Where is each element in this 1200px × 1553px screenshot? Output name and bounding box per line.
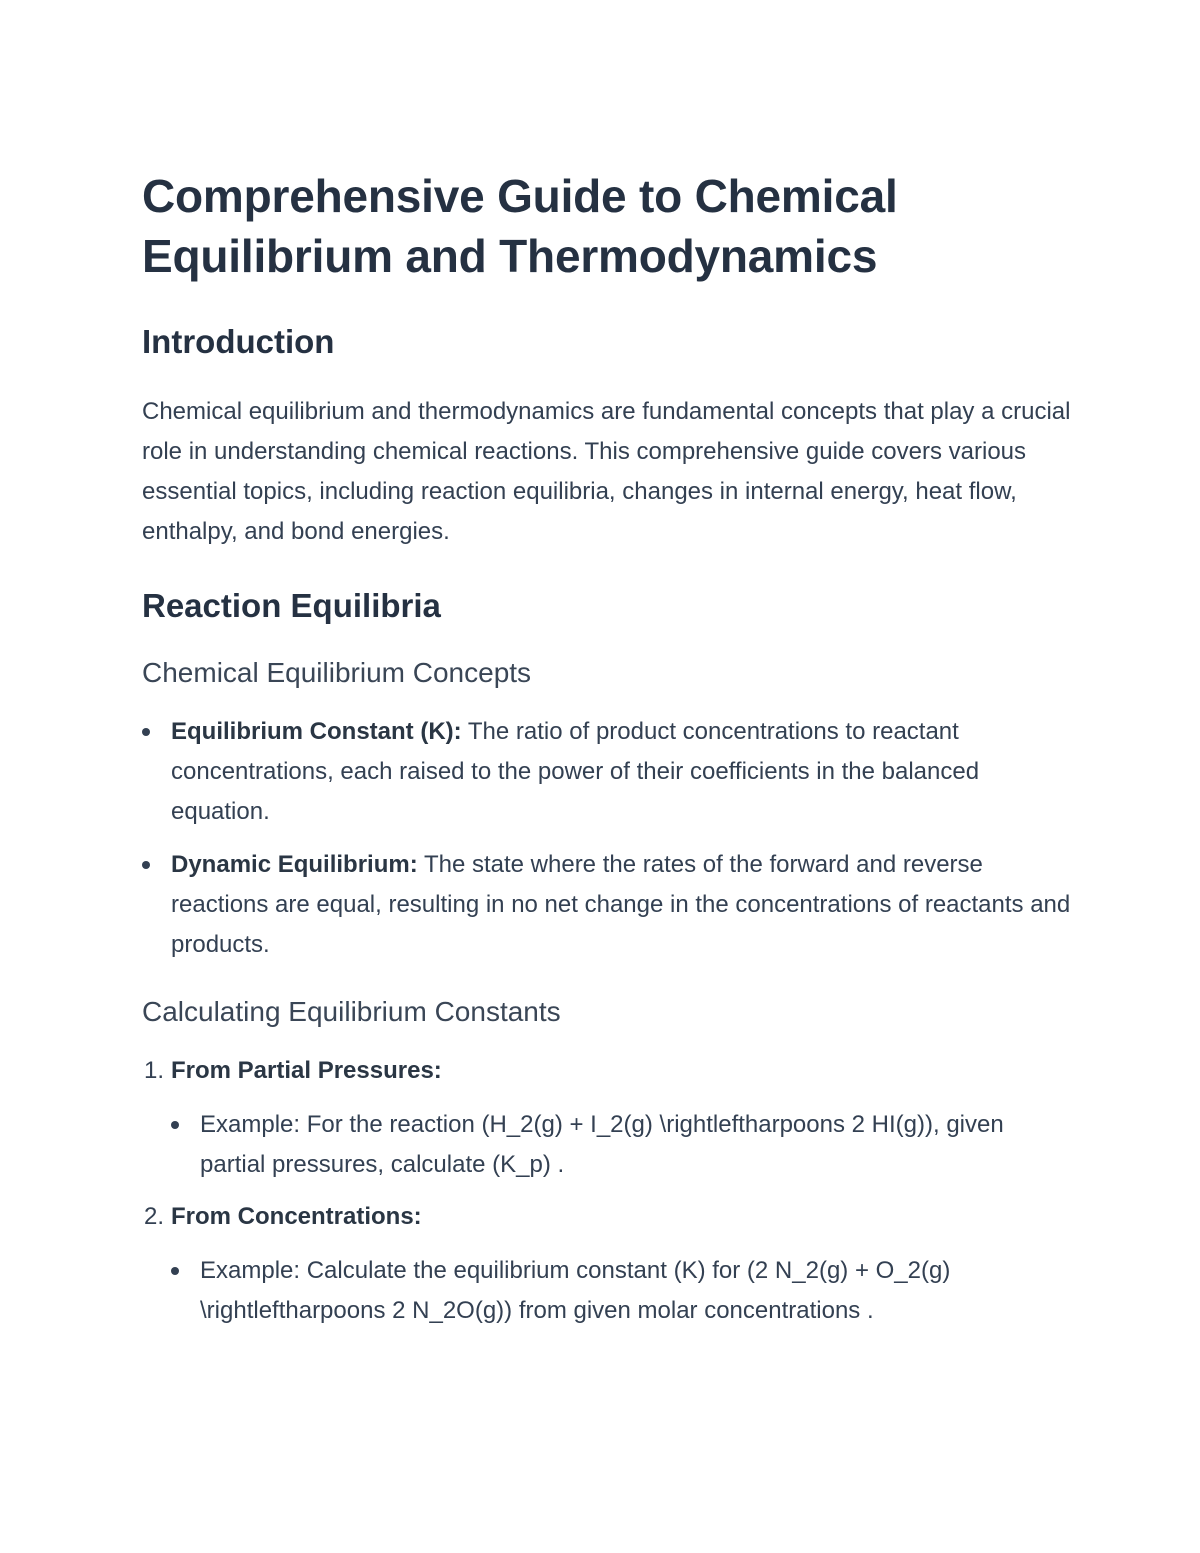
list-item bbox=[142, 712, 1072, 832]
concept-text: The ratio of product concentrations to reactant concentrations, each raised to the power of their coefficients in the balanced equation. bbox=[171, 718, 980, 825]
step-title: From Concentrations: bbox=[171, 1203, 422, 1230]
reaction-equilibria-heading: Reaction Equilibria bbox=[142, 587, 441, 624]
step-sublist bbox=[171, 1251, 1072, 1331]
page-title: Comprehensive Guide to Chemical Equilibrium and Thermodynamics bbox=[142, 170, 898, 282]
concepts-list bbox=[142, 712, 1072, 965]
bullet-icon bbox=[171, 1267, 179, 1275]
equilibrium-concepts-heading: Chemical Equilibrium Concepts bbox=[142, 657, 532, 688]
concept-text: The state where the rates of the forward and reverse reactions are equal, resulting in no net change in the concentrations of reactants and products. bbox=[171, 851, 1071, 958]
concept-term: Dynamic Equilibrium: bbox=[171, 851, 418, 878]
calculating-constants-heading: Calculating Equilibrium Constants bbox=[142, 996, 561, 1027]
list-item bbox=[171, 1251, 1072, 1331]
bullet-icon bbox=[171, 1121, 179, 1129]
document-page bbox=[142, 166, 1072, 1343]
step-sublist bbox=[171, 1105, 1072, 1185]
list-item bbox=[171, 1105, 1072, 1185]
step-number: 1. bbox=[144, 1057, 165, 1084]
bullet-icon bbox=[142, 728, 150, 736]
bullet-icon bbox=[142, 861, 150, 869]
concept-term: Equilibrium Constant (K): bbox=[171, 718, 462, 745]
step-title: From Partial Pressures: bbox=[171, 1057, 442, 1084]
list-item bbox=[142, 1197, 1072, 1331]
introduction-heading: Introduction bbox=[142, 323, 335, 360]
calculation-steps-list bbox=[142, 1051, 1072, 1331]
introduction-paragraph: Chemical equilibrium and thermodynamics are fundamental concepts that play a crucial role in understanding chemical reactions. This comprehensive guide covers various essential topics, including reaction equilibria, changes in internal energy, heat flow, enthalpy, and bond energies. bbox=[142, 398, 1071, 545]
example-text: Example: For the reaction (H_2(g) + I_2(g) \rightleftharpoons 2 HI(g)), given partial pressures, calculate (K_p) . bbox=[200, 1111, 1004, 1178]
step-number: 2. bbox=[144, 1203, 165, 1230]
list-item bbox=[142, 1051, 1072, 1185]
example-text: Example: Calculate the equilibrium constant (K) for (2 N_2(g) + O_2(g) \rightleftharpoons 2 N_2O(g)) from given molar concentrations . bbox=[200, 1257, 951, 1324]
list-item bbox=[142, 845, 1072, 965]
